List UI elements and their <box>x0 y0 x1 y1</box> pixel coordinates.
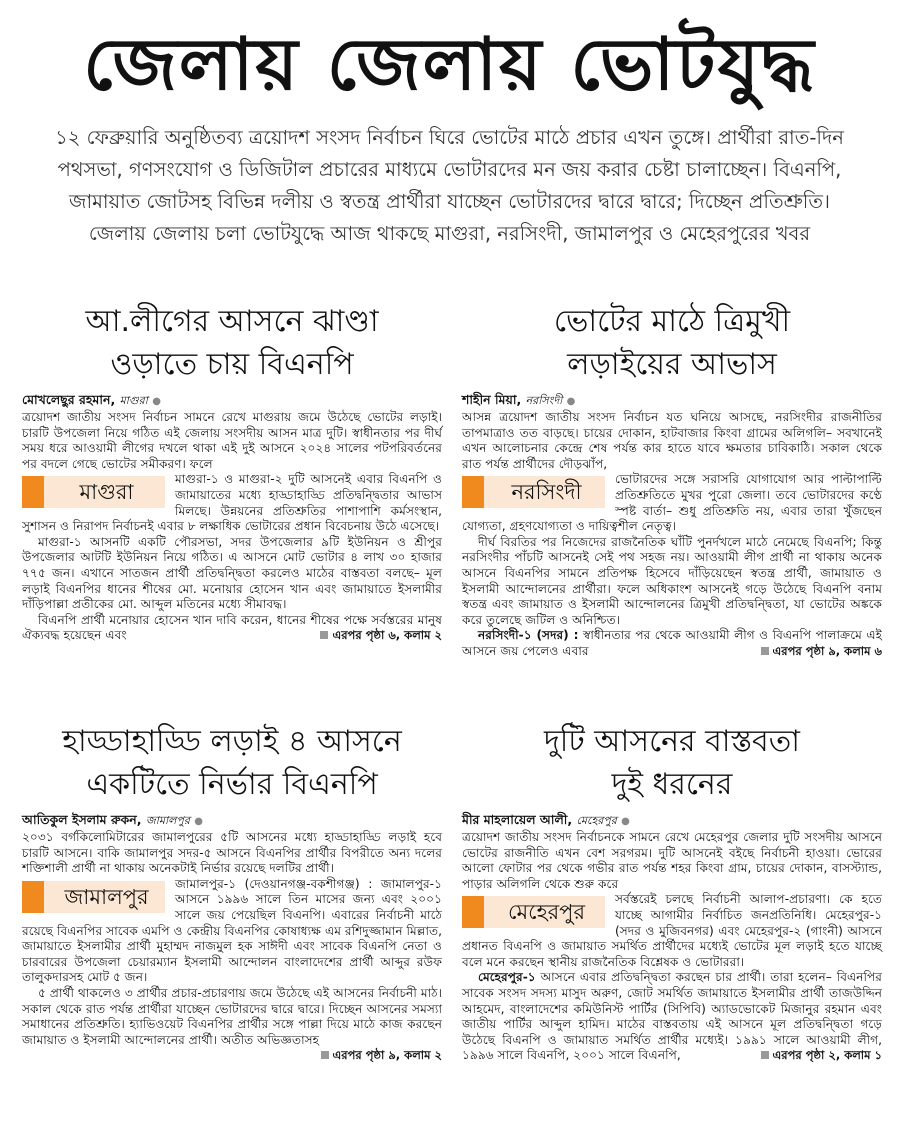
orange-square-icon <box>462 476 484 508</box>
district-label-text: নরসিংদী <box>511 480 582 505</box>
paragraph <box>462 628 882 659</box>
location: মেহেরপুর <box>576 814 617 827</box>
paragraph: আসন্ন ত্রয়োদশ জাতীয় সংসদ নির্বাচন যত ঘনিয়ে আসছে, নরসিংদীর রাজনীতির তাপমাত্রাও তত বাড়ছে। চায়ের দোকান, হাটবাজার কিংবা গ্রামের অলিগলি– সবখানেই এখন আলোচনার কেন্দ্রে শেষ পর্যন্ত কার হাতে যাবে ক্ষমতার চাবিকাঠি। সকাল থেকে রাত পর্যন্ত প্রার্থীদের দৌড়ঝাঁপ, <box>462 410 882 471</box>
article-2 <box>462 300 882 660</box>
district-label <box>462 476 605 508</box>
square-icon <box>761 647 769 655</box>
paragraph: জামালপুর-১ (দেওয়ানগঞ্জ-বকশীগঞ্জ) : জামালপুর-১ আসনে ১৯৯৬ সালে তিন মাসের জন্য এবং ২০০১ সালে জয় পেয়েছিল বিএনপি। এবারের নির্বাচনী মাঠে রয়েছে বিএনপির সাবেক এমপি ও কেন্দ্রীয় বিএনপির কোষাধ্যক্ষ এম রশিদুজ্জামান মিল্লাত, জামায়াতে ইসলামীর প্রার্থী মুহাম্মদ নাজমুল হক সাঈদী এবং সাবেক বিএনপি নেতা ও চারবারের উপজেলা চেয়ারম্যান ইসলামী আন্দোলন বাংলাদেশের প্রার্থী আব্দুর রউফ তালুকদারসহ মোট ৫ জন। <box>22 876 442 985</box>
district-label <box>462 896 605 928</box>
byline <box>22 812 442 830</box>
continued-link[interactable] <box>745 644 883 660</box>
paragraph: ত্রয়োদশ জাতীয় সংসদ নির্বাচনকে সামনে রেখে মেহেরপুর জেলার দুটি সংসদীয় আসনে ভোটের রাজনীতি এখন বেশ সরগরম। দুটি আসনেই বইছে নির্বাচনী হাওয়া। ভোরের আলো ফোটার পর থেকে গভীর রাত পর্যন্ত শহর কিংবা গ্রাম, চায়ের দোকান, বাসস্ট্যান্ড, পাড়ার অলিগলি থেকে শুরু করে <box>462 830 882 891</box>
article-body <box>22 830 442 1063</box>
article-headline <box>462 720 882 806</box>
district-label <box>22 881 165 913</box>
paragraph-text: স্বাধীনতার পর থেকে আওয়ামী লীগ ও বিএনপি পালাক্রমে এই আসনে জয় পেলেও এবার <box>462 628 882 658</box>
article-body <box>462 830 882 1064</box>
paragraph: দীর্ঘ বিরতির পর নিজেদের রাজনৈতিক ঘাঁটি পুনর্দখলে মাঠে নেমেছে বিএনপি; কিন্তু নরসিংদীর পাঁচটি আসনেই সেই পথ সহজ নয়। আওয়ামী লীগ প্রার্থী না থাকায় অনেক আসনে বিএনপির সামনে প্রতিপক্ষ হিসেবে দাঁড়িয়েছেন স্বতন্ত্র প্রার্থী, জামায়াত ও ইসলামী আন্দোলনের প্রার্থীরা। ফলে অধিকাংশ আসনেই গড়ে উঠেছে বিএনপি বনাম স্বতন্ত্র এবং জামায়াত ও ইসলামী আন্দোলনের ত্রিমুখী প্রতিদ্বন্দ্বিতা, যা ভোটের অঙ্ককে করে তুলেছে জটিল ও অনিশ্চিত। <box>462 534 882 627</box>
orange-square-icon <box>22 881 44 913</box>
paragraph: মাগুরা-১ আসনটি একটি পৌরসভা, সদর উপজেলার ৯টি ইউনিয়ন ও শ্রীপুর উপজেলার আটটি ইউনিয়ন নিয়ে গঠিত। এ আসনে মোট ভোটার ৪ লাখ ৩০ হাজার ৭৭৫ জন। এখানে সাতজন প্রার্থী প্রতিদ্বন্দ্বিতা করলেও মাঠের বাস্তবতা বলছে– মূল লড়াই বিএনপির ধানের শীষের মো. মনোয়ার হোসেন খান এবং জামায়াতে ইসলামীর দাঁড়িপাল্লা প্রতীকের মো. আব্দুল মতিনের মধ্যে সীমাবদ্ধ। <box>22 534 442 612</box>
author: শাহীন মিয়া, <box>462 392 522 407</box>
lead-in: মেহেরপুর-১ <box>478 970 536 985</box>
location: নরসিংদী <box>525 394 563 407</box>
article-body <box>462 410 882 660</box>
location: জামালপুর <box>145 814 190 827</box>
intro-text: ১২ ফেব্রুয়ারি অনুষ্ঠিতব্য ত্রয়োদশ সংসদ নির্বাচন ঘিরে ভোটের মাঠে প্রচার এখন তুঙ্গে। প্রার্থীরা রাত-দিন পথসভা, গণসংযোগ ও ডিজিটাল প্রচারের মাধ্যমে ভোটারদের মন জয় করার চেষ্টা চালাচ্ছেন। বিএনপি, জামায়াত জোটসহ বিভিন্ন দলীয় ও স্বতন্ত্র প্রার্থীরা যাচ্ছেন ভোটারদের দ্বারে দ্বারে; দিচ্ছেন প্রতিশ্রুতি। জেলায় জেলায় চলা ভোটযুদ্ধে আজ থাকছে মাগুরা, নরসিংদী, জামালপুর ও মেহেরপুরের খবর <box>55 126 844 245</box>
continued-text: এরপর পৃষ্ঠা ৬, কলাম ২ <box>332 628 442 643</box>
continued-link[interactable] <box>745 1048 883 1064</box>
article-headline <box>22 720 442 806</box>
article-4 <box>462 720 882 1064</box>
headline-line: দুই ধরনের <box>611 767 733 802</box>
headline-line: একটিতে নির্ভার বিএনপি <box>86 767 378 802</box>
article-3 <box>22 720 442 1064</box>
byline <box>462 392 882 410</box>
district-label-text: মেহেরপুর <box>507 900 585 925</box>
headline-line: ওড়াতে চায় বিএনপি <box>110 347 354 382</box>
square-icon <box>321 1051 329 1059</box>
continued-text: এরপর পৃষ্ঠা ৯, কলাম ৬ <box>772 643 882 658</box>
headline-line: দুটি আসনের বাস্তবতা <box>544 724 800 759</box>
paragraph-text: ৫ প্রার্থী থাকলেও ৩ প্রার্থীর প্রচার-প্রচারণায় জমে উঠেছে এই আসনের নির্বাচনী মাঠ। সকাল থেকে রাত পর্যন্ত প্রার্থীরা যাচ্ছেন ভোটারদের দ্বারে দ্বারে। দিচ্ছেন আসনের সমস্যা সমাধানের প্রতিশ্রুতি। হ্যাভিওয়েট বিএনপির প্রার্থীর সঙ্গে পাল্লা দিয়ে মাঠে কাজ করছেন জামায়াত ও ইসলামী আন্দোলনের প্রার্থী। অতীত অভিজ্ঞতাসহ <box>22 985 442 1047</box>
byline <box>462 812 882 830</box>
lead-in: নরসিংদী-১ (সদর) : <box>478 628 579 643</box>
headline-line: লড়াইয়ের আভাস <box>567 347 777 382</box>
bullet-icon: ● <box>566 396 576 407</box>
byline <box>22 392 442 410</box>
paragraph: মাগুরা-১ ও মাগুরা-২ দুটি আসনেই এবার বিএনপি ও জামায়াতের মধ্যে হাড্ডাহাড্ডি প্রতিদ্বন্দ্বিতার আভাস মিলছে। উন্নয়নের প্রতিশ্রুতির পাশাপাশি কর্মসংস্থান, সুশাসন ও নিরাপদ নির্বাচনই এবার ৮ লক্ষাধিক ভোটারের প্রধান বিবেচনায় উঠে এসেছে। <box>22 472 442 534</box>
orange-square-icon <box>462 896 484 928</box>
article-headline <box>462 300 882 386</box>
district-label <box>22 476 165 508</box>
article-headline <box>22 300 442 386</box>
bullet-icon: ● <box>621 816 630 827</box>
headline-line: হাড্ডাহাড্ডি লড়াই ৪ আসনে <box>62 724 402 759</box>
paragraph: ত্রয়োদশ জাতীয় সংসদ নির্বাচন সামনে রেখে মাগুরায় জমে উঠেছে ভোটের লড়াই। চারটি উপজেলা নিয়ে গঠিত এই জেলায় সংসদীয় আসন মাত্র দুটি। স্বাধীনতার পর দীর্ঘ সময় ধরে আওয়ামী লীগের দখলে থাকা এই দুই আসনে ২০২৪ সালের পটপরিবর্তনের পর বদলে গেছে ভোটের সমীকরণ। ফলে <box>22 410 442 471</box>
square-icon <box>320 631 328 639</box>
continued-link[interactable] <box>305 1048 443 1064</box>
orange-square-icon <box>22 476 44 508</box>
article-body <box>22 410 442 644</box>
paragraph <box>462 970 882 1064</box>
square-icon <box>761 1051 769 1059</box>
article-1 <box>22 300 442 644</box>
author: মোখলেছুর রহমান, <box>22 392 116 407</box>
author: আতিকুল ইসলাম রুকন, <box>22 812 142 827</box>
page-title: জেলায় জেলায় ভোটযুদ্ধ <box>83 22 816 106</box>
author: মীর মাহলায়েল আলী, <box>462 812 573 827</box>
paragraph: সর্বস্তরেই চলছে নির্বাচনী আলাপ-প্রচারণা। কে হতে যাচ্ছে আগামীর নির্বাচিত জনপ্রতিনিধি। মেহেরপুর-১ (সদর ও মুজিবনগর) এবং মেহেরপুর-২ (গাংনী) আসনে প্রধানত বিএনপি ও জামায়াত সমর্থিত প্রার্থীদের মধ্যেই ভোটের মূল লড়াই হতে যাচ্ছে বলে মনে করছেন স্থানীয় রাজনৈতিক বিশ্লেষক ও ভোটাররা। <box>462 892 882 969</box>
paragraph-text: আসনে এবার প্রতিদ্বন্দ্বিতা করছেন চার প্রার্থী। তারা হলেন– বিএনপির সাবেক সংসদ সদস্য মাসুদ অরুণ, জোট সমর্থিত জামায়াতে ইসলামীর প্রার্থী তাজউদ্দিন আহমেদ, বাংলাদেশের কমিউনিস্ট পার্টির (সিপিবি) অ্যাডভোকেট মিজানুর রহমান এবং জাতীয় পার্টির আব্দুল হামিদ। মাঠের বাস্তবতায় এই আসনে মূল প্রতিদ্বন্দ্বিতা গড়ে উঠেছে বিএনপি ও জামায়াত সমর্থিত প্রার্থীর মধ্যেই। ১৯৯১ সালে আওয়ামী লীগ, ১৯৯৬ সালে বিএনপি, ২০০১ সালে বিএনপি, <box>462 970 883 1063</box>
bullet-icon: ● <box>194 816 203 827</box>
paragraph <box>22 985 442 1063</box>
continued-text: এরপর পৃষ্ঠা ৯, কলাম ২ <box>332 1048 442 1063</box>
continued-link[interactable] <box>304 628 442 644</box>
paragraph: ২০৩১ বর্গকিলোমিটারের জামালপুরের ৫টি আসনের মধ্যে হাড্ডাহাড্ডি লড়াই হবে চারটি আসনে। বাকি জামালপুর সদর-৫ আসনে বিএনপির প্রার্থীর বিপরীতে অন্য দলের শক্তিশালী প্রার্থী না থাকায় অনেকটাই নির্ভার রয়েছে দলটির প্রার্থী। <box>22 830 442 876</box>
headline-line: আ.লীগের আসনে ঝাণ্ডা <box>85 304 379 339</box>
district-label-text: জামালপুর <box>64 884 149 909</box>
paragraph: ভোটারদের সঙ্গে সরাসরি যোগাযোগ আর পাল্টাপাল্টি প্রতিশ্রুতিতে মুখর পুরো জেলা। তবে ভোটারদের কণ্ঠে স্পষ্ট বার্তা– শুধু প্রতিশ্রুতি নয়, এবার তারা খুঁজছেন যোগ্যতা, গ্রহণযোগ্যতা ও দায়িত্বশীল নেতৃত্ব। <box>462 472 882 534</box>
bullet-icon: ● <box>152 396 161 407</box>
headline-line: ভোটের মাঠে ত্রিমুখী <box>553 304 791 339</box>
location: মাগুরা <box>119 394 148 407</box>
continued-text: এরপর পৃষ্ঠা ২, কলাম ১ <box>772 1048 882 1063</box>
paragraph-text: বিএনপি প্রার্থী মনোয়ার হোসেন খান দাবি করেন, ধানের শীষের পক্ষে সর্বস্তরের মানুষ ঐক্যবদ্ধ হয়েছেন এবং <box>22 612 442 643</box>
district-label-text: মাগুরা <box>79 480 134 505</box>
paragraph <box>22 613 442 644</box>
